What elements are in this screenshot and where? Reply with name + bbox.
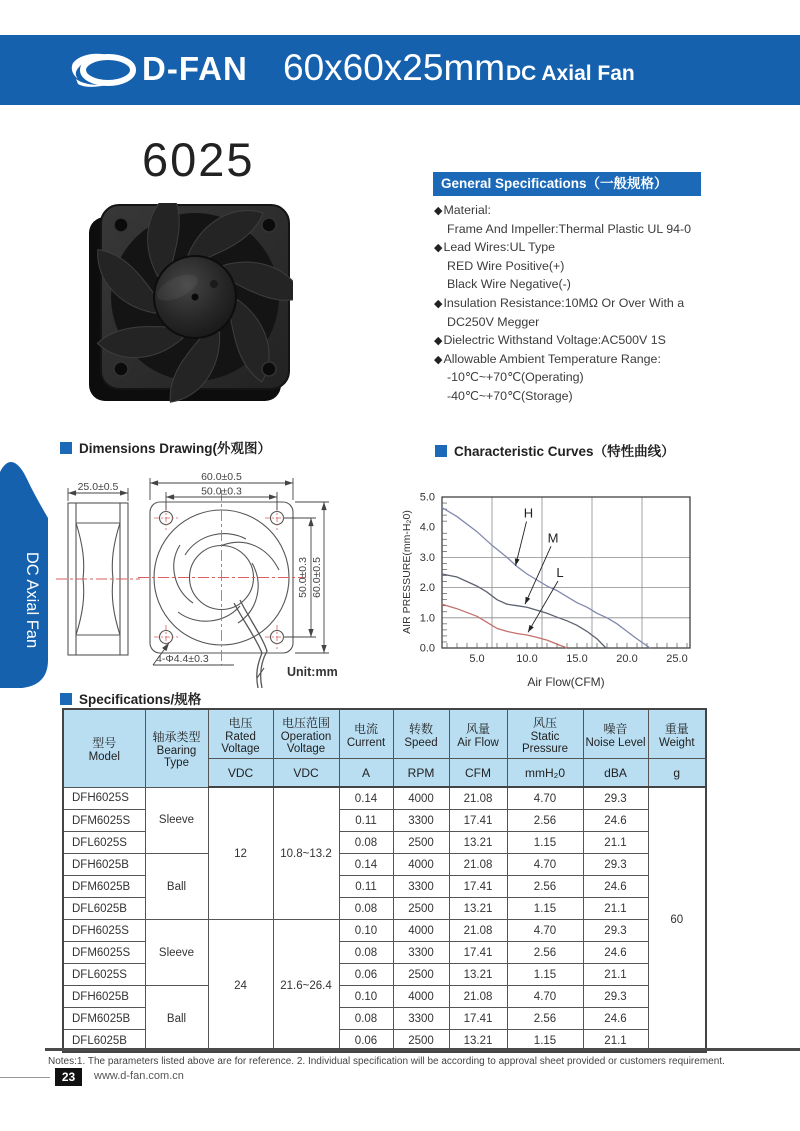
model-cell: DFL6025S xyxy=(63,832,145,854)
value-cell: 0.14 xyxy=(339,787,393,810)
value-cell: 2500 xyxy=(393,898,449,920)
website-text: www.d-fan.com.cn xyxy=(94,1070,184,1082)
chart-x-axis-label: Air Flow(CFM) xyxy=(527,675,605,689)
general-spec-line: Frame And Impeller:Thermal Plastic UL 94-0 xyxy=(447,221,692,236)
value-cell: 0.10 xyxy=(339,920,393,942)
curve-L xyxy=(442,604,567,648)
value-cell: Sleeve xyxy=(145,787,208,854)
value-cell: 24.6 xyxy=(583,1008,648,1030)
value-cell: 17.41 xyxy=(449,1008,507,1030)
dim-width-outer: 60.0±0.5 xyxy=(201,471,242,483)
general-spec-line: -10℃~+70℃(Operating) xyxy=(447,370,584,385)
curve-M xyxy=(442,574,606,648)
chart-y-axis-label: AIR PRESSURE(mm-H₂0) xyxy=(401,510,413,634)
value-cell: 17.41 xyxy=(449,942,507,964)
value-cell: 13.21 xyxy=(449,964,507,986)
dfan-logo-icon xyxy=(70,51,138,89)
general-spec-line: ◆Material: xyxy=(434,203,491,217)
value-cell: 17.41 xyxy=(449,876,507,898)
table-row xyxy=(63,787,706,810)
table-row xyxy=(63,920,706,942)
model-cell: DFH6025B xyxy=(63,986,145,1008)
model-cell: DFM6025B xyxy=(63,876,145,898)
value-cell: 24.6 xyxy=(583,810,648,832)
general-specs-list xyxy=(434,201,754,406)
dim-height-outer: 60.0±0.5 xyxy=(311,557,323,598)
general-spec-line: DC250V Megger xyxy=(447,314,540,329)
general-spec-line: ◆Insulation Resistance:10MΩ Or Over With a xyxy=(434,295,685,310)
column-unit: g xyxy=(648,759,706,788)
dim-unit: Unit:mm xyxy=(287,665,338,679)
general-spec-line: -40℃~+70℃(Storage) xyxy=(447,388,573,403)
value-cell: 10.8~13.2 xyxy=(273,787,339,920)
value-cell: 13.21 xyxy=(449,832,507,854)
value-cell: 3300 xyxy=(393,876,449,898)
column-header: 噪音 Noise Level xyxy=(583,709,648,759)
model-cell: DFL6025B xyxy=(63,1030,145,1053)
general-spec-line: RED Wire Positive(+) xyxy=(447,258,565,273)
header-banner xyxy=(0,35,800,105)
value-cell: 24 xyxy=(208,920,273,1053)
model-cell: DFM6025S xyxy=(63,810,145,832)
dimensions-drawing xyxy=(50,460,395,705)
value-cell: 21.08 xyxy=(449,986,507,1008)
value-cell: 21.1 xyxy=(583,832,648,854)
side-tab-dc-axial-fan xyxy=(0,452,48,692)
blue-square-icon xyxy=(60,442,72,454)
svg-text:5.0: 5.0 xyxy=(469,653,485,665)
svg-text:3.0: 3.0 xyxy=(419,551,435,564)
value-cell: 21.08 xyxy=(449,920,507,942)
model-cell: DFM6025S xyxy=(63,942,145,964)
page-tab-line xyxy=(0,1077,50,1078)
footer-rule xyxy=(45,1048,800,1051)
value-cell: 2.56 xyxy=(507,876,583,898)
blue-square-icon xyxy=(435,445,447,457)
value-cell: 0.06 xyxy=(339,1030,393,1053)
value-cell: 4000 xyxy=(393,854,449,876)
value-cell: 4000 xyxy=(393,787,449,810)
svg-text:1.0: 1.0 xyxy=(419,612,435,625)
column-header: 型号 Model xyxy=(63,709,145,787)
value-cell: 1.15 xyxy=(507,832,583,854)
value-cell: 3300 xyxy=(393,942,449,964)
value-cell: 0.08 xyxy=(339,832,393,854)
value-cell: Sleeve xyxy=(145,920,208,986)
column-unit: RPM xyxy=(393,759,449,788)
page-title-product: DC Axial Fan xyxy=(506,62,635,85)
value-cell: 24.6 xyxy=(583,876,648,898)
fan-photo xyxy=(83,203,293,405)
column-header: 电流 Current xyxy=(339,709,393,759)
value-cell: 4.70 xyxy=(507,854,583,876)
value-cell: 13.21 xyxy=(449,1030,507,1053)
value-cell: 21.1 xyxy=(583,898,648,920)
table-row xyxy=(63,986,706,1008)
value-cell: 0.14 xyxy=(339,854,393,876)
column-unit: A xyxy=(339,759,393,788)
curve-label-L: L xyxy=(556,565,564,581)
svg-text:15.0: 15.0 xyxy=(566,653,588,665)
column-header: 轴承类型 Bearing Type xyxy=(145,709,208,787)
notes-text: Notes:1. The parameters listed above are for reference. 2. Individual specification will be according to approval sheet provided or customers requirement. xyxy=(48,1056,725,1067)
value-cell: 17.41 xyxy=(449,810,507,832)
curve-label-M: M xyxy=(547,530,559,546)
value-cell: 1.15 xyxy=(507,964,583,986)
specifications-table xyxy=(62,708,707,1053)
value-cell: 2.56 xyxy=(507,942,583,964)
value-cell: 2.56 xyxy=(507,810,583,832)
model-cell: DFL6025S xyxy=(63,964,145,986)
value-cell: 4000 xyxy=(393,986,449,1008)
dimensions-section-title: Dimensions Drawing(外观图） xyxy=(60,437,271,457)
general-spec-line: ◆Lead Wires:UL Type xyxy=(434,240,556,255)
curve-label-H: H xyxy=(523,505,534,521)
value-cell: 2500 xyxy=(393,832,449,854)
general-specs-header: General Specifications（一般规格） xyxy=(433,172,701,196)
value-cell: 4.70 xyxy=(507,986,583,1008)
general-spec-line: ◆Allowable Ambient Temperature Range: xyxy=(434,351,661,366)
column-unit: mmH₂0 xyxy=(507,759,583,788)
value-cell: 0.08 xyxy=(339,1008,393,1030)
page-number-badge: 23 xyxy=(55,1068,82,1086)
value-cell: 4.70 xyxy=(507,787,583,810)
general-spec-line: ◆Dielectric Withstand Voltage:AC500V 1S xyxy=(434,333,666,348)
model-cell: DFH6025S xyxy=(63,787,145,810)
value-cell: 21.1 xyxy=(583,964,648,986)
model-cell: DFH6025B xyxy=(63,854,145,876)
model-cell: DFL6025B xyxy=(63,898,145,920)
column-header: 转数 Speed xyxy=(393,709,449,759)
value-cell: 29.3 xyxy=(583,920,648,942)
column-header: 电压 Rated Voltage xyxy=(208,709,273,759)
value-cell: 29.3 xyxy=(583,787,648,810)
svg-text:5.0: 5.0 xyxy=(419,491,435,504)
dim-height-inner: 50.0±0.3 xyxy=(297,557,309,598)
value-cell: 0.11 xyxy=(339,876,393,898)
svg-text:20.0: 20.0 xyxy=(616,653,638,665)
value-cell: 0.06 xyxy=(339,964,393,986)
value-cell: 24.6 xyxy=(583,942,648,964)
characteristic-curves-chart xyxy=(398,462,700,697)
value-cell: 29.3 xyxy=(583,986,648,1008)
value-cell: 0.10 xyxy=(339,986,393,1008)
side-tab-label: DC Axial Fan xyxy=(23,551,41,649)
svg-text:10.0: 10.0 xyxy=(516,653,538,665)
value-cell: 4000 xyxy=(393,920,449,942)
value-cell: 3300 xyxy=(393,810,449,832)
column-unit: CFM xyxy=(449,759,507,788)
dim-width-inner: 50.0±0.3 xyxy=(201,485,242,498)
value-cell: 12 xyxy=(208,787,273,920)
column-header: 风压 Static Pressure xyxy=(507,709,583,759)
value-cell: Ball xyxy=(145,854,208,920)
page-title-size: 60x60x25mm xyxy=(283,47,506,88)
value-cell: 2.56 xyxy=(507,1008,583,1030)
curves-section-title: Characteristic Curves（特性曲线） xyxy=(435,440,675,460)
column-header: 风量 Air Flow xyxy=(449,709,507,759)
brand-name: D-FAN xyxy=(142,50,248,87)
value-cell: 21.6~26.4 xyxy=(273,920,339,1053)
model-cell: DFH6025S xyxy=(63,920,145,942)
value-cell: 60 xyxy=(648,787,706,1052)
model-cell: DFM6025B xyxy=(63,1008,145,1030)
value-cell: 21.08 xyxy=(449,854,507,876)
curve-H xyxy=(442,505,650,648)
model-heading: 6025 xyxy=(142,133,255,186)
svg-text:25.0: 25.0 xyxy=(666,653,688,665)
dim-depth: 25.0±0.5 xyxy=(77,481,119,493)
value-cell: 0.11 xyxy=(339,810,393,832)
column-header: 重量 Weight xyxy=(648,709,706,759)
value-cell: 21.1 xyxy=(583,1030,648,1053)
value-cell: 1.15 xyxy=(507,898,583,920)
dim-holes: 4-Φ4.4±0.3 xyxy=(156,653,209,665)
value-cell: 29.3 xyxy=(583,854,648,876)
column-header: 电压范围 Operation Voltage xyxy=(273,709,339,759)
value-cell: 1.15 xyxy=(507,1030,583,1053)
column-unit: dBA xyxy=(583,759,648,788)
value-cell: 2500 xyxy=(393,1030,449,1053)
value-cell: 3300 xyxy=(393,1008,449,1030)
column-unit: VDC xyxy=(273,759,339,788)
value-cell: 0.08 xyxy=(339,942,393,964)
value-cell: 13.21 xyxy=(449,898,507,920)
svg-text:0.0: 0.0 xyxy=(419,642,435,655)
value-cell: 2500 xyxy=(393,964,449,986)
column-unit: VDC xyxy=(208,759,273,788)
general-spec-line: Black Wire Negative(-) xyxy=(447,277,571,292)
svg-text:2.0: 2.0 xyxy=(419,582,435,595)
value-cell: 4.70 xyxy=(507,920,583,942)
svg-text:4.0: 4.0 xyxy=(419,521,435,534)
value-cell: 21.08 xyxy=(449,787,507,810)
spec-table-section-title: Specifications/规格 xyxy=(60,688,201,708)
value-cell: 0.08 xyxy=(339,898,393,920)
value-cell: Ball xyxy=(145,986,208,1053)
table-row xyxy=(63,854,706,876)
